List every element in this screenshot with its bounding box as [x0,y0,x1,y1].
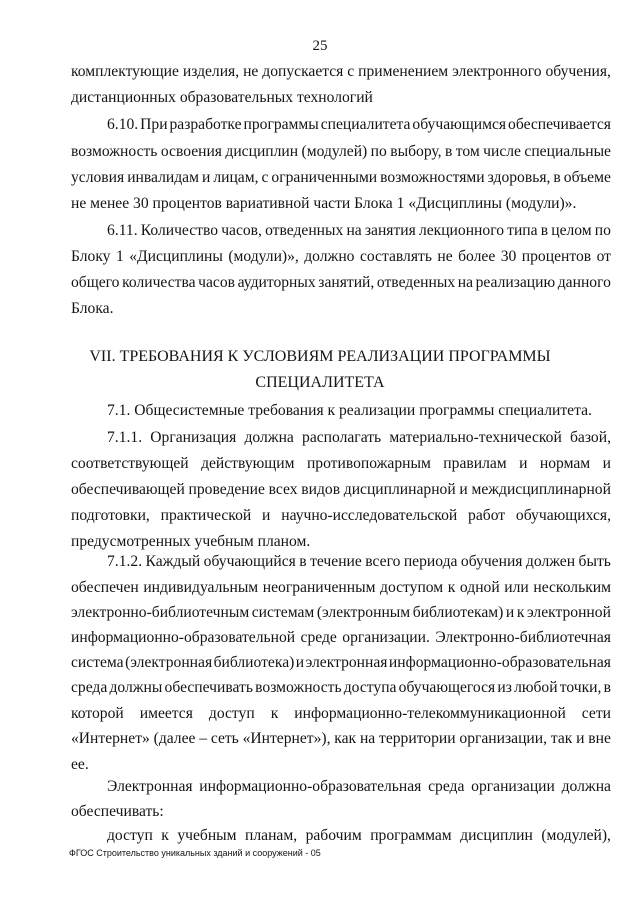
text-line: дистанционных образовательных технологий [71,89,373,106]
paragraph-7-1-2-first-line: 7.1.2. Каждый обучающийся в течение всего периода обучения должен быть [107,553,611,570]
text-line: среда должны обеспечивать возможность доступа обучающегося из любой точки, в [71,679,611,696]
text-line: обеспечен индивидуальным неограниченным доступом к одной или нескольким [71,579,611,596]
text-line: ее. [71,756,89,773]
text-line: соответствующей действующим противопожарным правилам и нормам и [71,455,611,472]
text-line: Блоку 1 «Дисциплины (модули)», должно составлять не более 30 процентов от [71,248,611,265]
text-line: обеспечивающей проведение всех видов дисциплинарной и междисциплинарной [71,481,611,498]
text-line: система (электронная библиотека) и электронная информационно-образовательная [71,654,611,671]
text-line: условия инвалидам и лицам, с ограниченными возможностями здоровья, в объеме [71,169,611,186]
paragraph-7-1: 7.1. Общесистемные требования к реализации программы специалитета. [107,402,592,419]
list-item-access: доступ к учебным планам, рабочим программам дисциплин (модулей), [107,827,611,844]
text-line: Блока. [71,300,114,317]
paragraph-7-1-1-first-line: 7.1.1. Организация должна располагать материально-технической базой, [107,429,611,446]
text-line: которой имеется доступ к информационно-телекоммуникационной сети [71,705,611,722]
text-line: подготовки, практической и научно-исследовательской работ обучающихся, [71,507,611,524]
paragraph-6-10-first-line: 6.10. При разработке программы специалитета обучающимся обеспечивается [107,116,611,133]
section-heading: СПЕЦИАЛИТЕТА [255,374,385,391]
text-line: «Интернет» (далее – сеть «Интернет»), как на территории организации, так и вне [71,730,611,747]
page-footer: ФГОС Строительство уникальных зданий и сооружений - 05 [69,848,321,858]
text-line: возможность освоения дисциплин (модулей) по выбору, в том числе специальные [71,143,611,160]
text-line: информационно-образовательной среде организации. Электронно-библиотечная [71,629,611,646]
paragraph-environment-first-line: Электронная информационно-образовательная среда организации должна [107,778,611,795]
text-line: не менее 30 процентов вариативной части Блока 1 «Дисциплины (модули)». [71,195,577,212]
text-line: комплектующие изделия, не допускается с применением электронного обучения, [71,63,611,80]
text-line: обеспечивать: [71,803,164,820]
text-line: общего количества часов аудиторных занятий, отведенных на реализацию данного [71,274,611,291]
page-number: 25 [312,38,328,54]
section-heading: VII. ТРЕБОВАНИЯ К УСЛОВИЯМ РЕАЛИЗАЦИИ ПРОГРАММЫ [89,348,551,365]
text-line: предусмотренных учебным планом. [71,533,311,550]
paragraph-6-11-first-line: 6.11. Количество часов, отведенных на занятия лекционного типа в целом по [107,222,611,239]
text-line: электронно-библиотечным системам (электронным библиотекам) и к электронной [71,604,611,621]
